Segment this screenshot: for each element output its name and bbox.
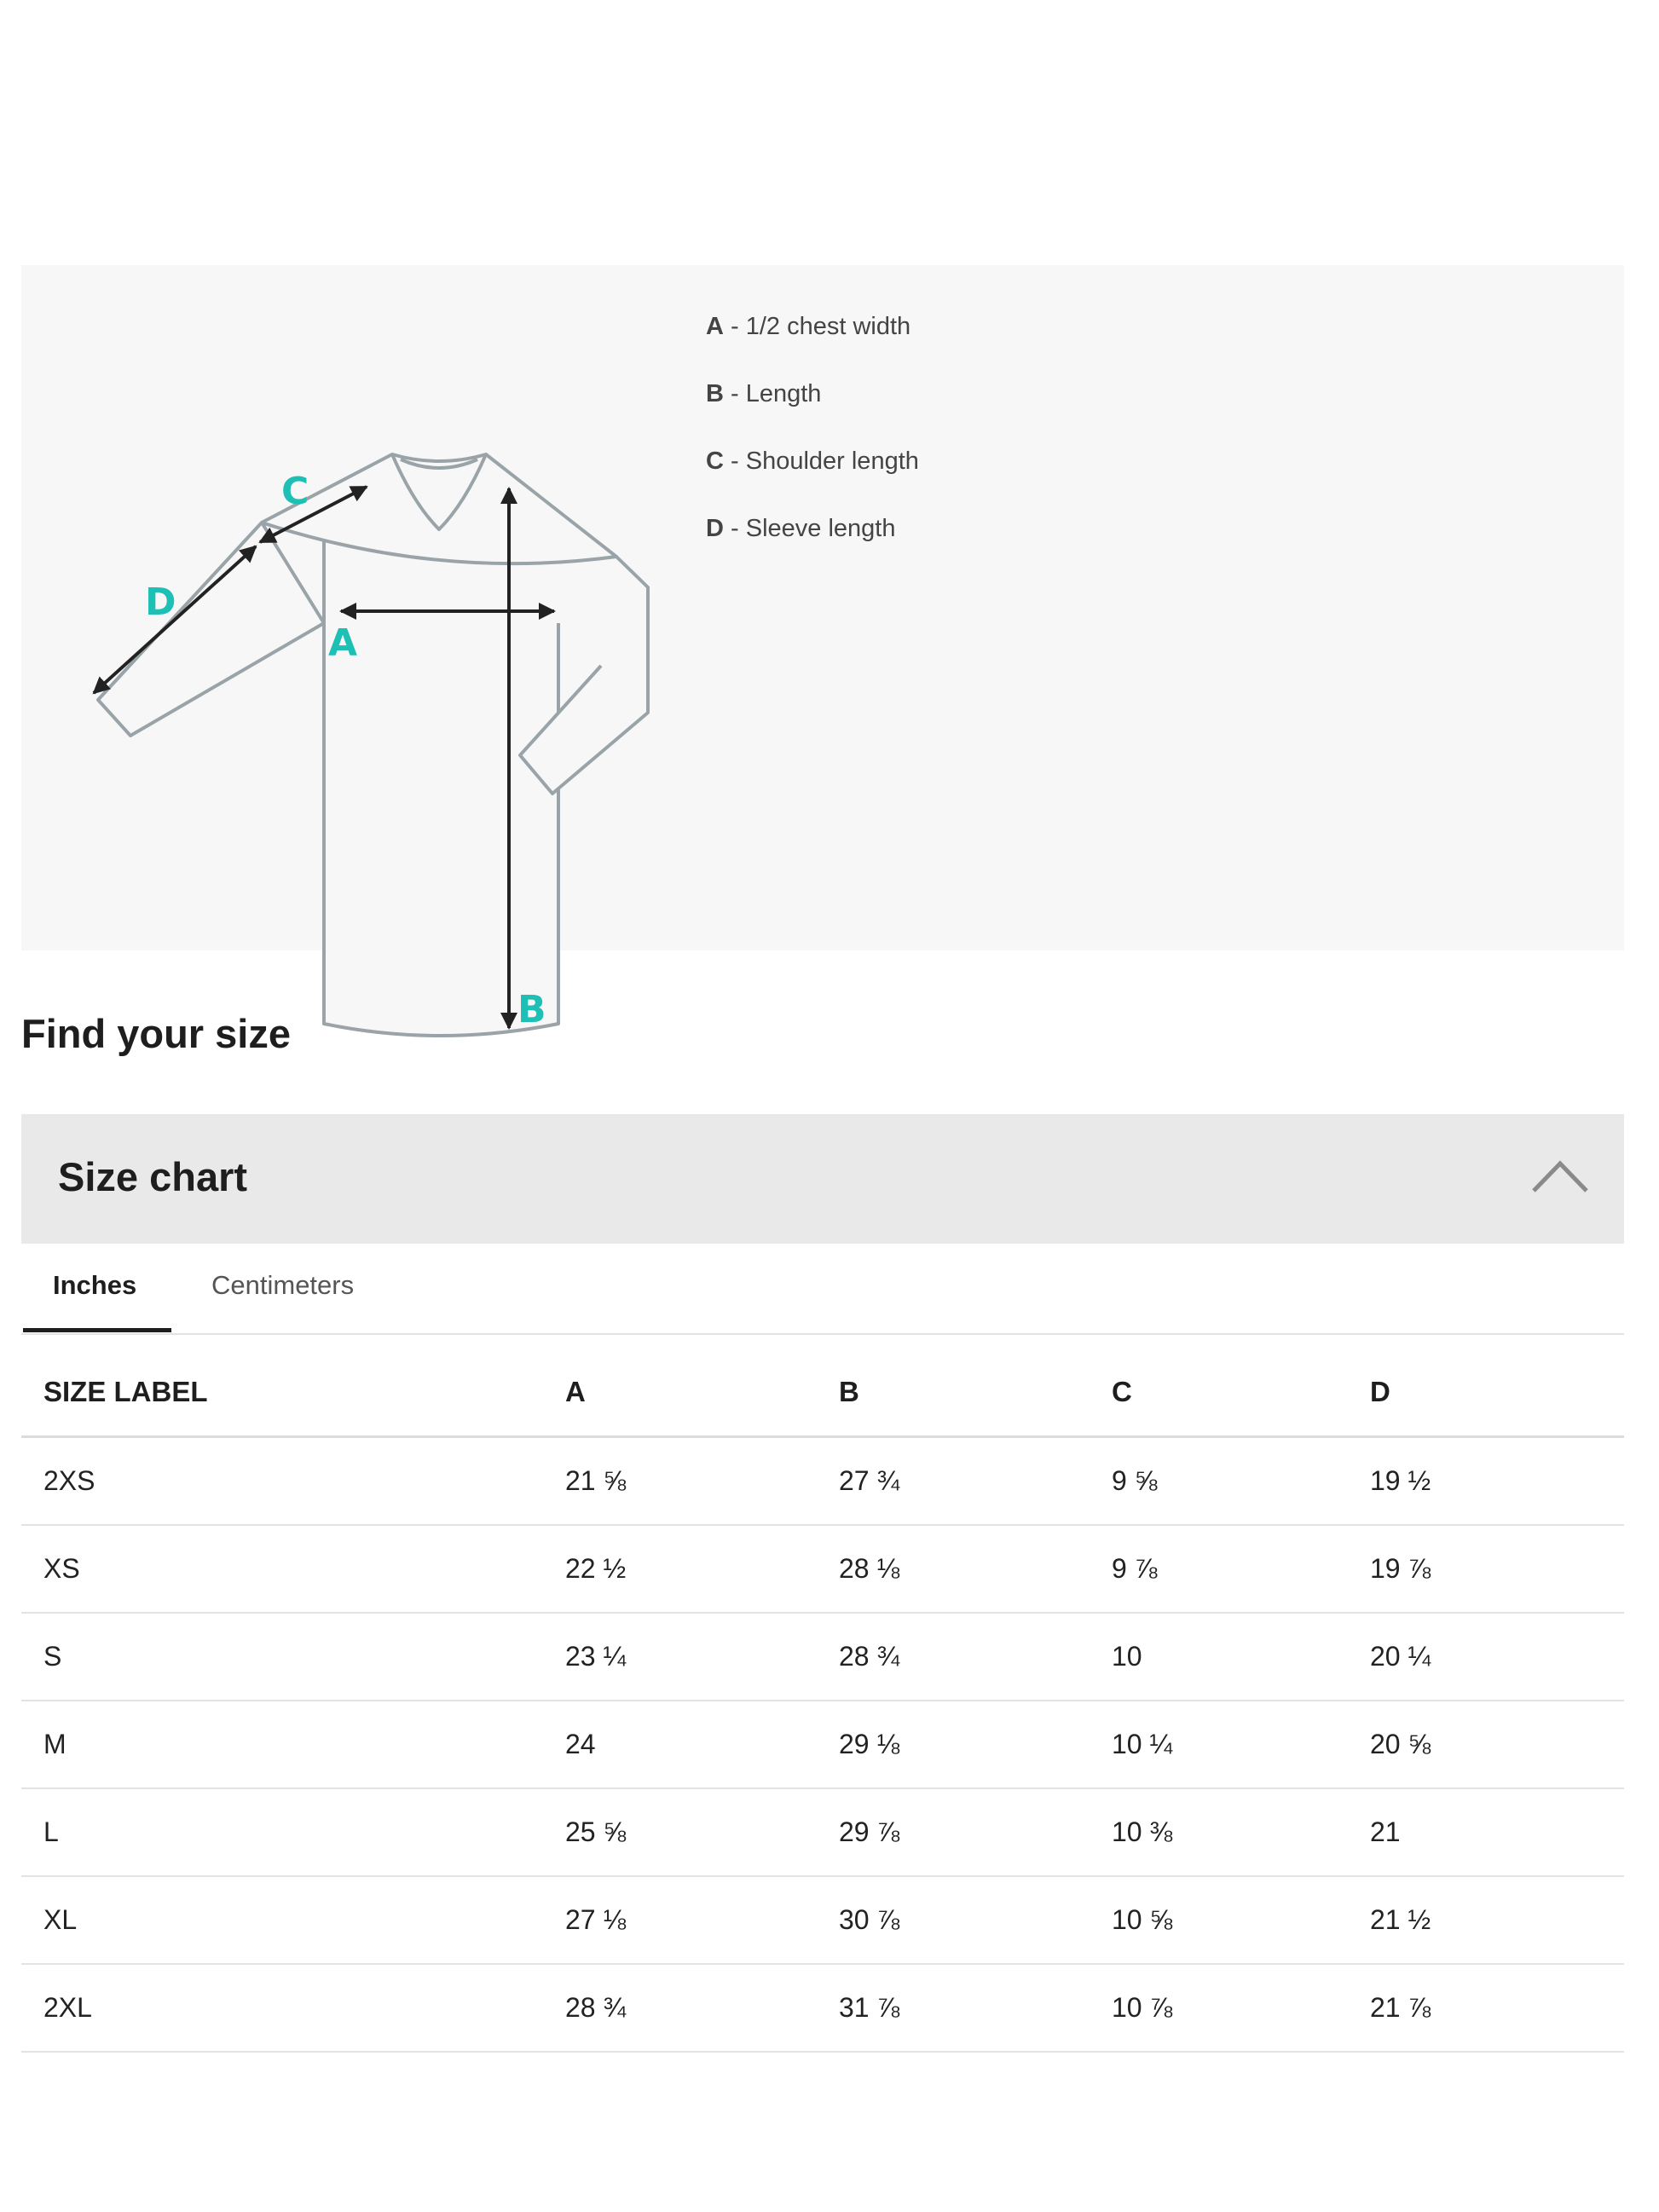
measure-a-cell: 22 ½ bbox=[543, 1525, 817, 1613]
size-label-cell: 2XS bbox=[21, 1437, 543, 1526]
chevron-up-icon[interactable] bbox=[1530, 1157, 1590, 1194]
measure-d-cell: 19 ⅞ bbox=[1348, 1525, 1624, 1613]
measure-a-cell: 25 ⅝ bbox=[543, 1788, 817, 1876]
measure-d-cell: 21 ⅞ bbox=[1348, 1964, 1624, 2052]
measure-a-cell: 24 bbox=[543, 1701, 817, 1788]
measure-b-cell: 29 ⅛ bbox=[817, 1701, 1090, 1788]
legend-item-b: B - Length bbox=[706, 380, 822, 407]
shirt-left-sleeve bbox=[98, 523, 324, 736]
label-c: C bbox=[281, 470, 309, 513]
active-tab-indicator bbox=[23, 1328, 171, 1332]
column-header-d: D bbox=[1348, 1348, 1624, 1437]
column-header-a: A bbox=[543, 1348, 817, 1437]
table-row bbox=[21, 1701, 1624, 1788]
measure-d-cell: 20 ¼ bbox=[1348, 1613, 1624, 1701]
measurement-diagram-panel bbox=[21, 265, 1624, 1031]
label-d: D bbox=[145, 580, 176, 624]
measure-b-cell: 27 ¾ bbox=[817, 1437, 1090, 1526]
legend-item-d: D - Sleeve length bbox=[706, 515, 896, 542]
legend-item-c: C - Shoulder length bbox=[706, 448, 919, 475]
table-row bbox=[21, 1964, 1624, 2052]
unit-tabs bbox=[21, 1245, 1624, 1335]
size-label-cell: M bbox=[21, 1701, 543, 1788]
measure-d-cell: 20 ⅝ bbox=[1348, 1701, 1624, 1788]
measurement-legend bbox=[706, 309, 919, 579]
measure-b-cell: 28 ¾ bbox=[817, 1613, 1090, 1701]
table-header-row bbox=[21, 1348, 1624, 1437]
measure-b-cell: 31 ⅞ bbox=[817, 1964, 1090, 2052]
size-label-cell: XS bbox=[21, 1525, 543, 1613]
size-chart-table bbox=[21, 1348, 1624, 2053]
measure-d-cell: 19 ½ bbox=[1348, 1437, 1624, 1526]
table-row bbox=[21, 1437, 1624, 1526]
size-label-cell: 2XL bbox=[21, 1964, 543, 2052]
shirt-shoulder-yoke bbox=[262, 454, 616, 563]
table-row bbox=[21, 1876, 1624, 1964]
measure-a-cell: 28 ¾ bbox=[543, 1964, 817, 2052]
tab-inches[interactable]: Inches bbox=[53, 1270, 137, 1300]
table-row bbox=[21, 1788, 1624, 1876]
tab-centimeters[interactable]: Centimeters bbox=[211, 1270, 355, 1300]
shirt-outline bbox=[98, 454, 648, 1036]
size-label-cell: XL bbox=[21, 1876, 543, 1964]
column-header-size-label: SIZE LABEL bbox=[21, 1348, 543, 1437]
measure-a-cell: 27 ⅛ bbox=[543, 1876, 817, 1964]
measure-d-cell: 21 bbox=[1348, 1788, 1624, 1876]
shirt-measurement-illustration bbox=[64, 367, 678, 1031]
measure-c-cell: 10 ⅜ bbox=[1090, 1788, 1348, 1876]
measure-a-cell: 21 ⅝ bbox=[543, 1437, 817, 1526]
label-a: A bbox=[328, 621, 358, 665]
measure-c-cell: 10 ¼ bbox=[1090, 1701, 1348, 1788]
label-b: B bbox=[517, 988, 546, 1031]
measure-b-cell: 28 ⅛ bbox=[817, 1525, 1090, 1613]
size-chart-title: Size chart bbox=[58, 1154, 248, 1199]
measure-b-cell: 29 ⅞ bbox=[817, 1788, 1090, 1876]
size-label-cell: L bbox=[21, 1788, 543, 1876]
measure-a-cell: 23 ¼ bbox=[543, 1613, 817, 1701]
find-your-size-heading: Find your size bbox=[21, 1011, 291, 1056]
legend-item-a: A - 1/2 chest width bbox=[706, 313, 911, 340]
measure-d-cell: 21 ½ bbox=[1348, 1876, 1624, 1964]
table-row bbox=[21, 1525, 1624, 1613]
measure-b-cell: 30 ⅞ bbox=[817, 1876, 1090, 1964]
measure-c-cell: 9 ⅝ bbox=[1090, 1437, 1348, 1526]
size-chart-accordion-header[interactable] bbox=[21, 1114, 1624, 1244]
column-header-b: B bbox=[817, 1348, 1090, 1437]
measure-c-cell: 10 ⅝ bbox=[1090, 1876, 1348, 1964]
column-header-c: C bbox=[1090, 1348, 1348, 1437]
measure-c-cell: 10 bbox=[1090, 1613, 1348, 1701]
measure-c-cell: 9 ⅞ bbox=[1090, 1525, 1348, 1613]
table-row bbox=[21, 1613, 1624, 1701]
size-label-cell: S bbox=[21, 1613, 543, 1701]
measure-c-cell: 10 ⅞ bbox=[1090, 1964, 1348, 2052]
